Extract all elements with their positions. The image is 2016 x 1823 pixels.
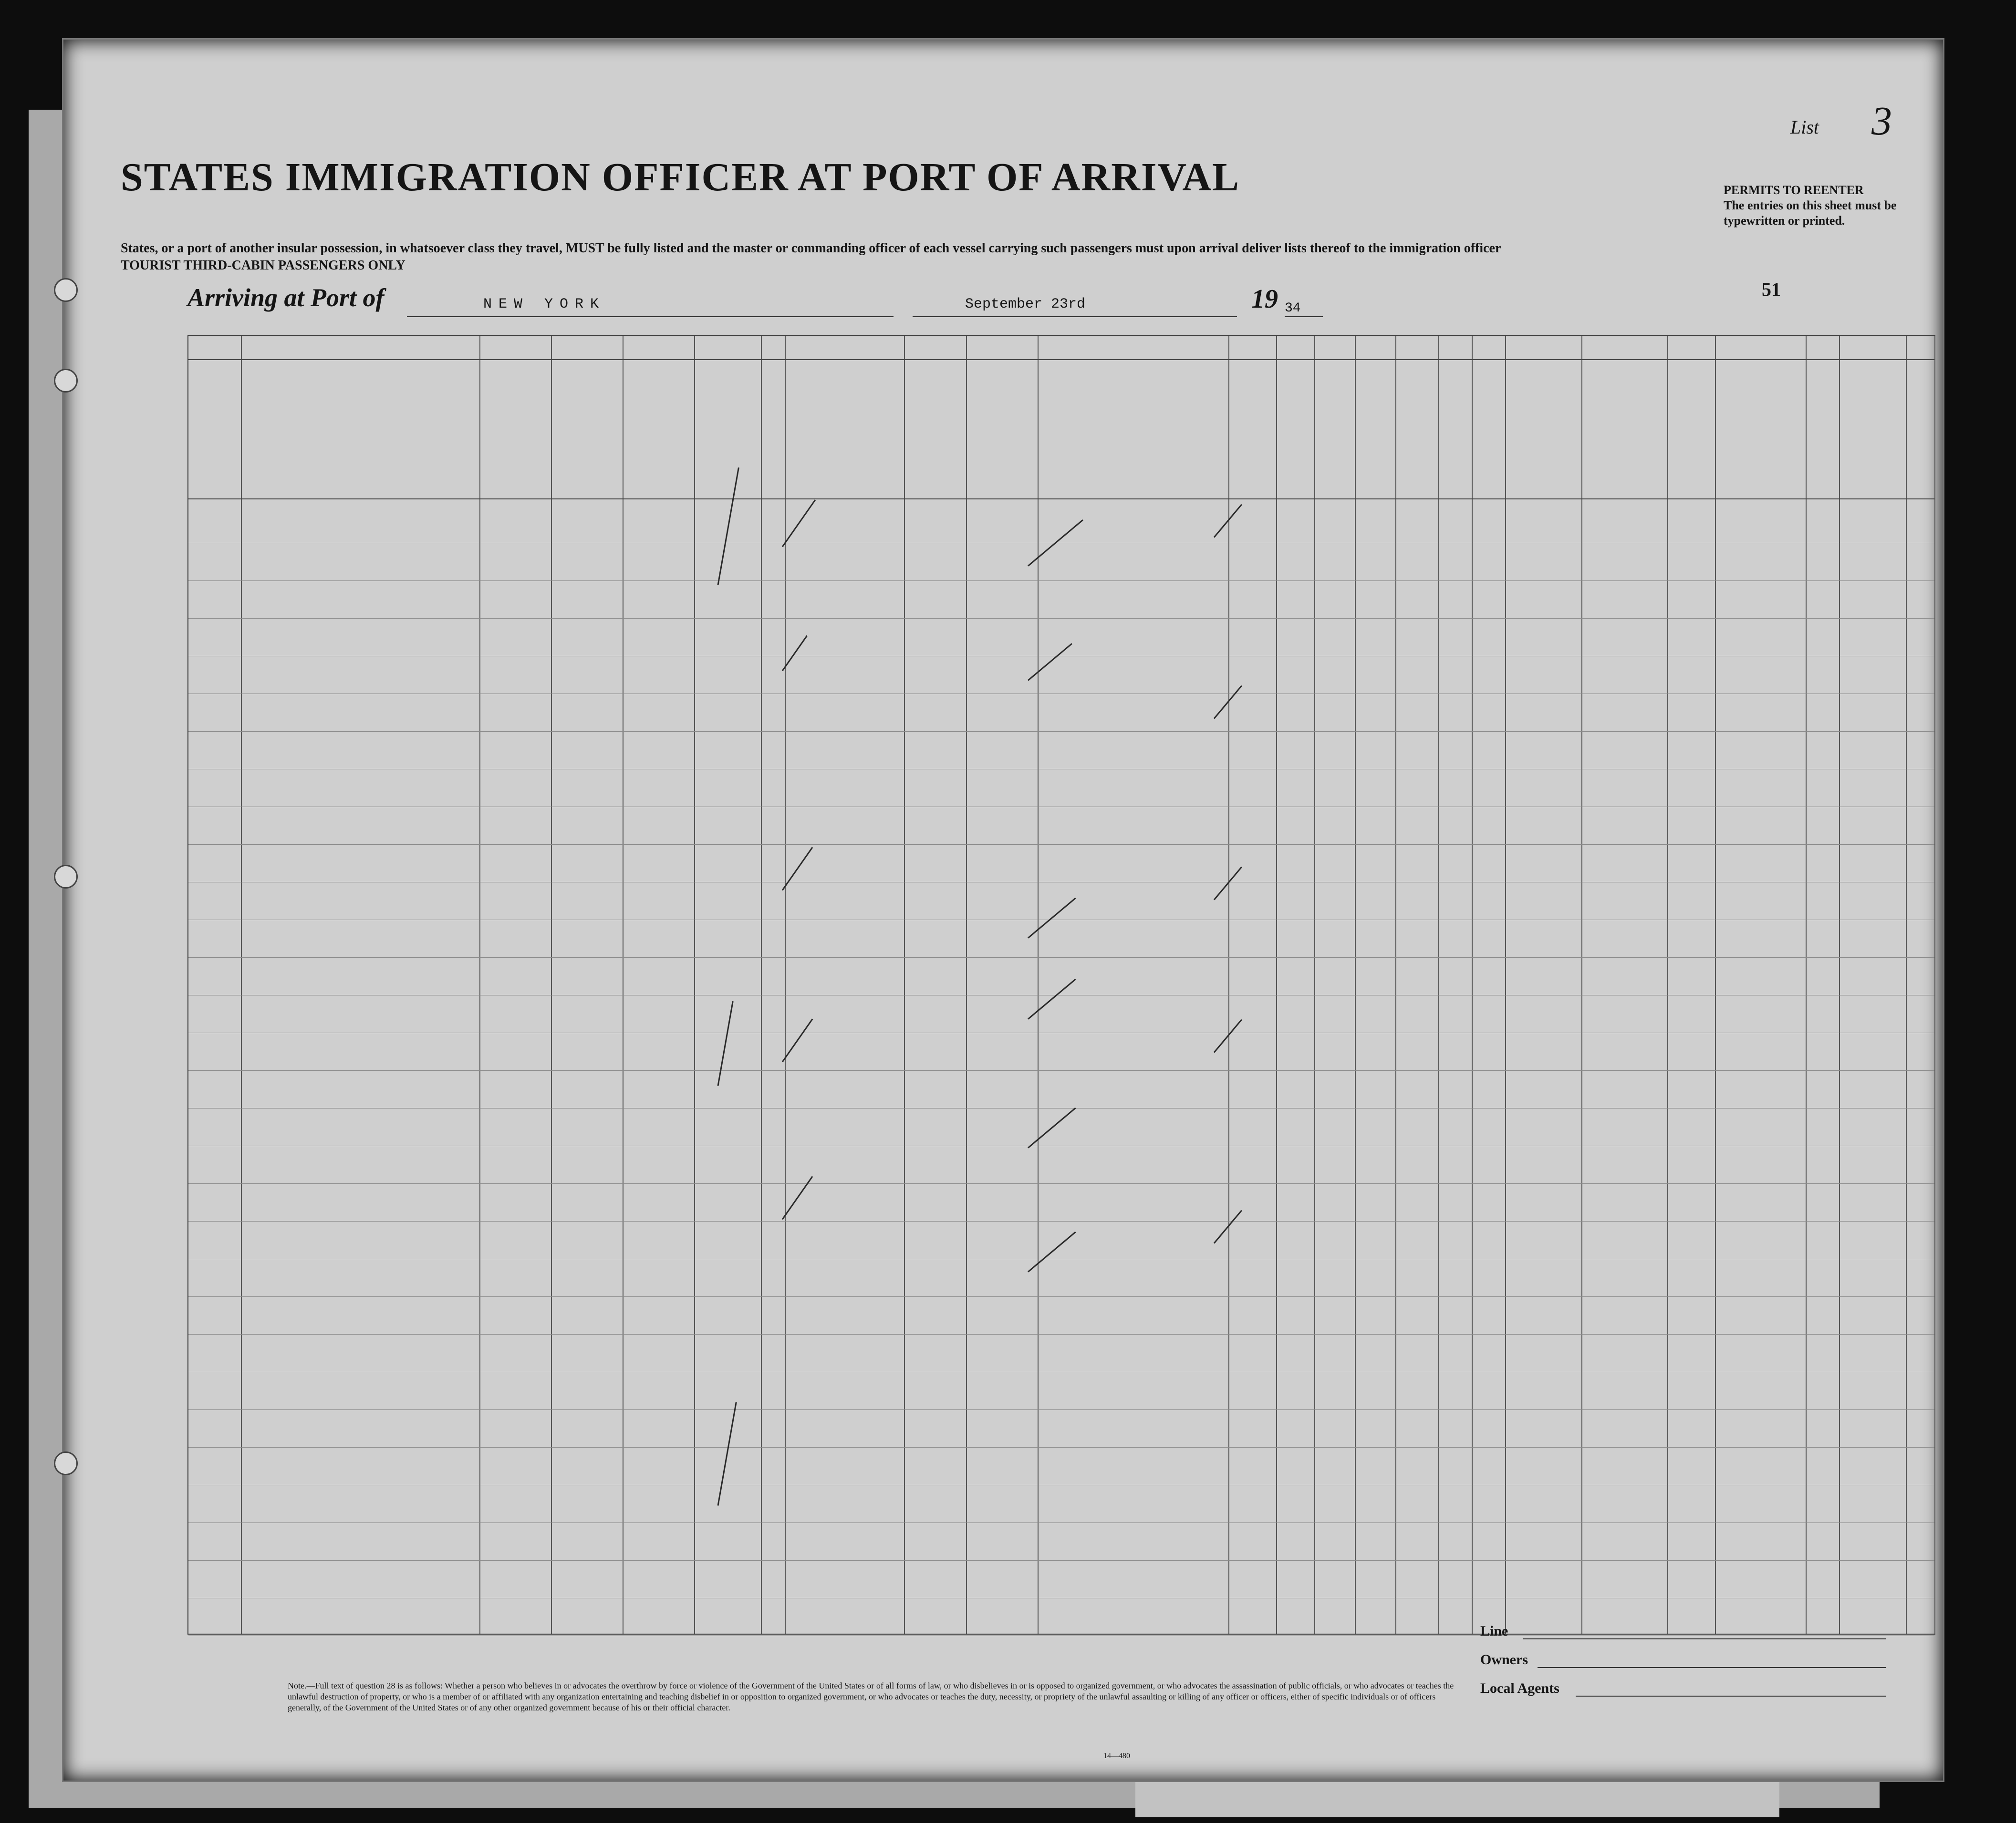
column-divider xyxy=(694,336,695,1634)
manifest-sheet xyxy=(62,38,1944,1782)
column-divider xyxy=(1806,336,1807,1634)
pencil-check-mark xyxy=(717,467,739,585)
column-divider xyxy=(1667,336,1668,1634)
year-underline xyxy=(1285,316,1323,317)
column-divider xyxy=(1438,336,1439,1634)
row-rule xyxy=(188,1183,1934,1184)
pencil-check-mark xyxy=(1214,1210,1242,1244)
column-divider xyxy=(1228,336,1229,1634)
column-number-rule xyxy=(188,359,1934,360)
pencil-check-mark xyxy=(1028,643,1072,681)
column-divider xyxy=(241,336,242,1634)
row-rule xyxy=(188,1409,1934,1410)
column-divider xyxy=(761,336,762,1634)
column-divider xyxy=(623,336,624,1634)
owners-underline xyxy=(1538,1667,1886,1668)
port-underline xyxy=(407,316,894,317)
pencil-check-mark xyxy=(1214,685,1242,719)
page-number: 51 xyxy=(1762,279,1781,300)
header-bottom-rule xyxy=(188,498,1934,499)
permits-text: The entries on this sheet must be typewritten or printed. xyxy=(1724,198,1897,228)
row-rule xyxy=(188,1447,1934,1448)
column-divider xyxy=(1276,336,1277,1634)
column-divider xyxy=(1355,336,1356,1634)
page-title: STATES IMMIGRATION OFFICER AT PORT OF ARRIVAL xyxy=(121,155,1240,199)
row-rule xyxy=(188,1560,1934,1561)
row-rule xyxy=(188,957,1934,958)
row-rule xyxy=(188,1296,1934,1297)
binding-hole xyxy=(54,278,78,302)
pencil-check-mark xyxy=(1028,979,1076,1020)
pencil-check-mark xyxy=(1214,504,1242,538)
arrival-port: NEW YORK xyxy=(483,296,606,312)
page-subtitle: States, or a port of another insular possession, in whatsoever class they travel, MUST be fully listed and the master or commanding officer of each vessel carrying such passengers must upon arrival deliver lists thereof to the immigration officer TOURIST THIRD-CABIN PASSENGERS ONLY xyxy=(121,241,1501,273)
pencil-check-mark xyxy=(782,1019,813,1063)
manifest-table xyxy=(187,335,1935,1635)
binding-hole xyxy=(54,1451,78,1475)
pencil-check-mark xyxy=(1214,1019,1242,1053)
row-rule xyxy=(188,580,1934,581)
pencil-check-mark xyxy=(1214,867,1242,901)
column-divider xyxy=(1472,336,1473,1634)
column-divider xyxy=(1934,336,1935,1634)
column-divider xyxy=(1505,336,1506,1634)
pencil-check-mark xyxy=(717,1402,737,1506)
row-rule xyxy=(188,1334,1934,1335)
column-divider xyxy=(1906,336,1907,1634)
column-divider xyxy=(551,336,552,1634)
binding-hole xyxy=(54,865,78,889)
pencil-check-mark xyxy=(1028,1232,1076,1273)
row-rule xyxy=(188,618,1934,619)
list-number: 3 xyxy=(1871,98,1892,144)
column-divider xyxy=(904,336,905,1634)
row-rule xyxy=(188,1070,1934,1071)
date-underline xyxy=(913,316,1237,317)
column-divider xyxy=(1581,336,1582,1634)
row-rule xyxy=(188,844,1934,845)
arriving-label: Arriving at Port of xyxy=(187,283,384,312)
form-code: 14—480 xyxy=(1103,1752,1130,1760)
year-suffix: 34 xyxy=(1285,301,1301,316)
column-divider xyxy=(785,336,786,1634)
pencil-check-mark xyxy=(782,847,813,891)
agents-label: Local Agents xyxy=(1480,1680,1559,1696)
column-divider xyxy=(1839,336,1840,1634)
pencil-check-mark xyxy=(782,499,816,547)
pencil-check-mark xyxy=(782,1176,813,1220)
binding-hole xyxy=(54,369,78,393)
column-divider xyxy=(479,336,480,1634)
pencil-check-mark xyxy=(1028,898,1076,939)
row-rule xyxy=(188,1221,1934,1222)
pencil-check-mark xyxy=(1028,1108,1076,1149)
permits-title: PERMITS TO REENTER xyxy=(1724,183,1864,197)
line-underline xyxy=(1523,1638,1886,1639)
column-divider xyxy=(1715,336,1716,1634)
arrival-date: September 23rd xyxy=(965,296,1086,312)
year-prefix: 19 xyxy=(1251,284,1278,314)
column-divider xyxy=(1314,336,1315,1634)
owners-label: Owners xyxy=(1480,1652,1528,1668)
row-rule xyxy=(188,731,1934,732)
agents-underline xyxy=(1576,1696,1886,1697)
column-divider xyxy=(1038,336,1039,1634)
question-28-note: Note.—Full text of question 28 is as follows: Whether a person who believes in or advocates the overthrow by force or violence of the Government of the United States or of all forms of law, or who disbelieves in or is opposed to organized government, or who advocates the assassination of public officials, or who advocates or teaches the unlawful destruction of property, or who is a member of or affiliated with any organization entertaining and teaching disbelief in or opposition to organized government, or who advocates or teaches the duty, necessity, or propriety of the unlawful assaulting or killing of any officer or officers, either of specific individuals or of officers generally, of the Government of the United States or of any other organized government because of his or their official character. xyxy=(288,1681,1454,1712)
column-divider xyxy=(966,336,967,1634)
column-divider xyxy=(1395,336,1396,1634)
line-label: Line xyxy=(1480,1623,1508,1639)
pencil-check-mark xyxy=(717,1001,734,1086)
permits-notice xyxy=(1724,183,1953,228)
list-label: List xyxy=(1790,116,1819,138)
